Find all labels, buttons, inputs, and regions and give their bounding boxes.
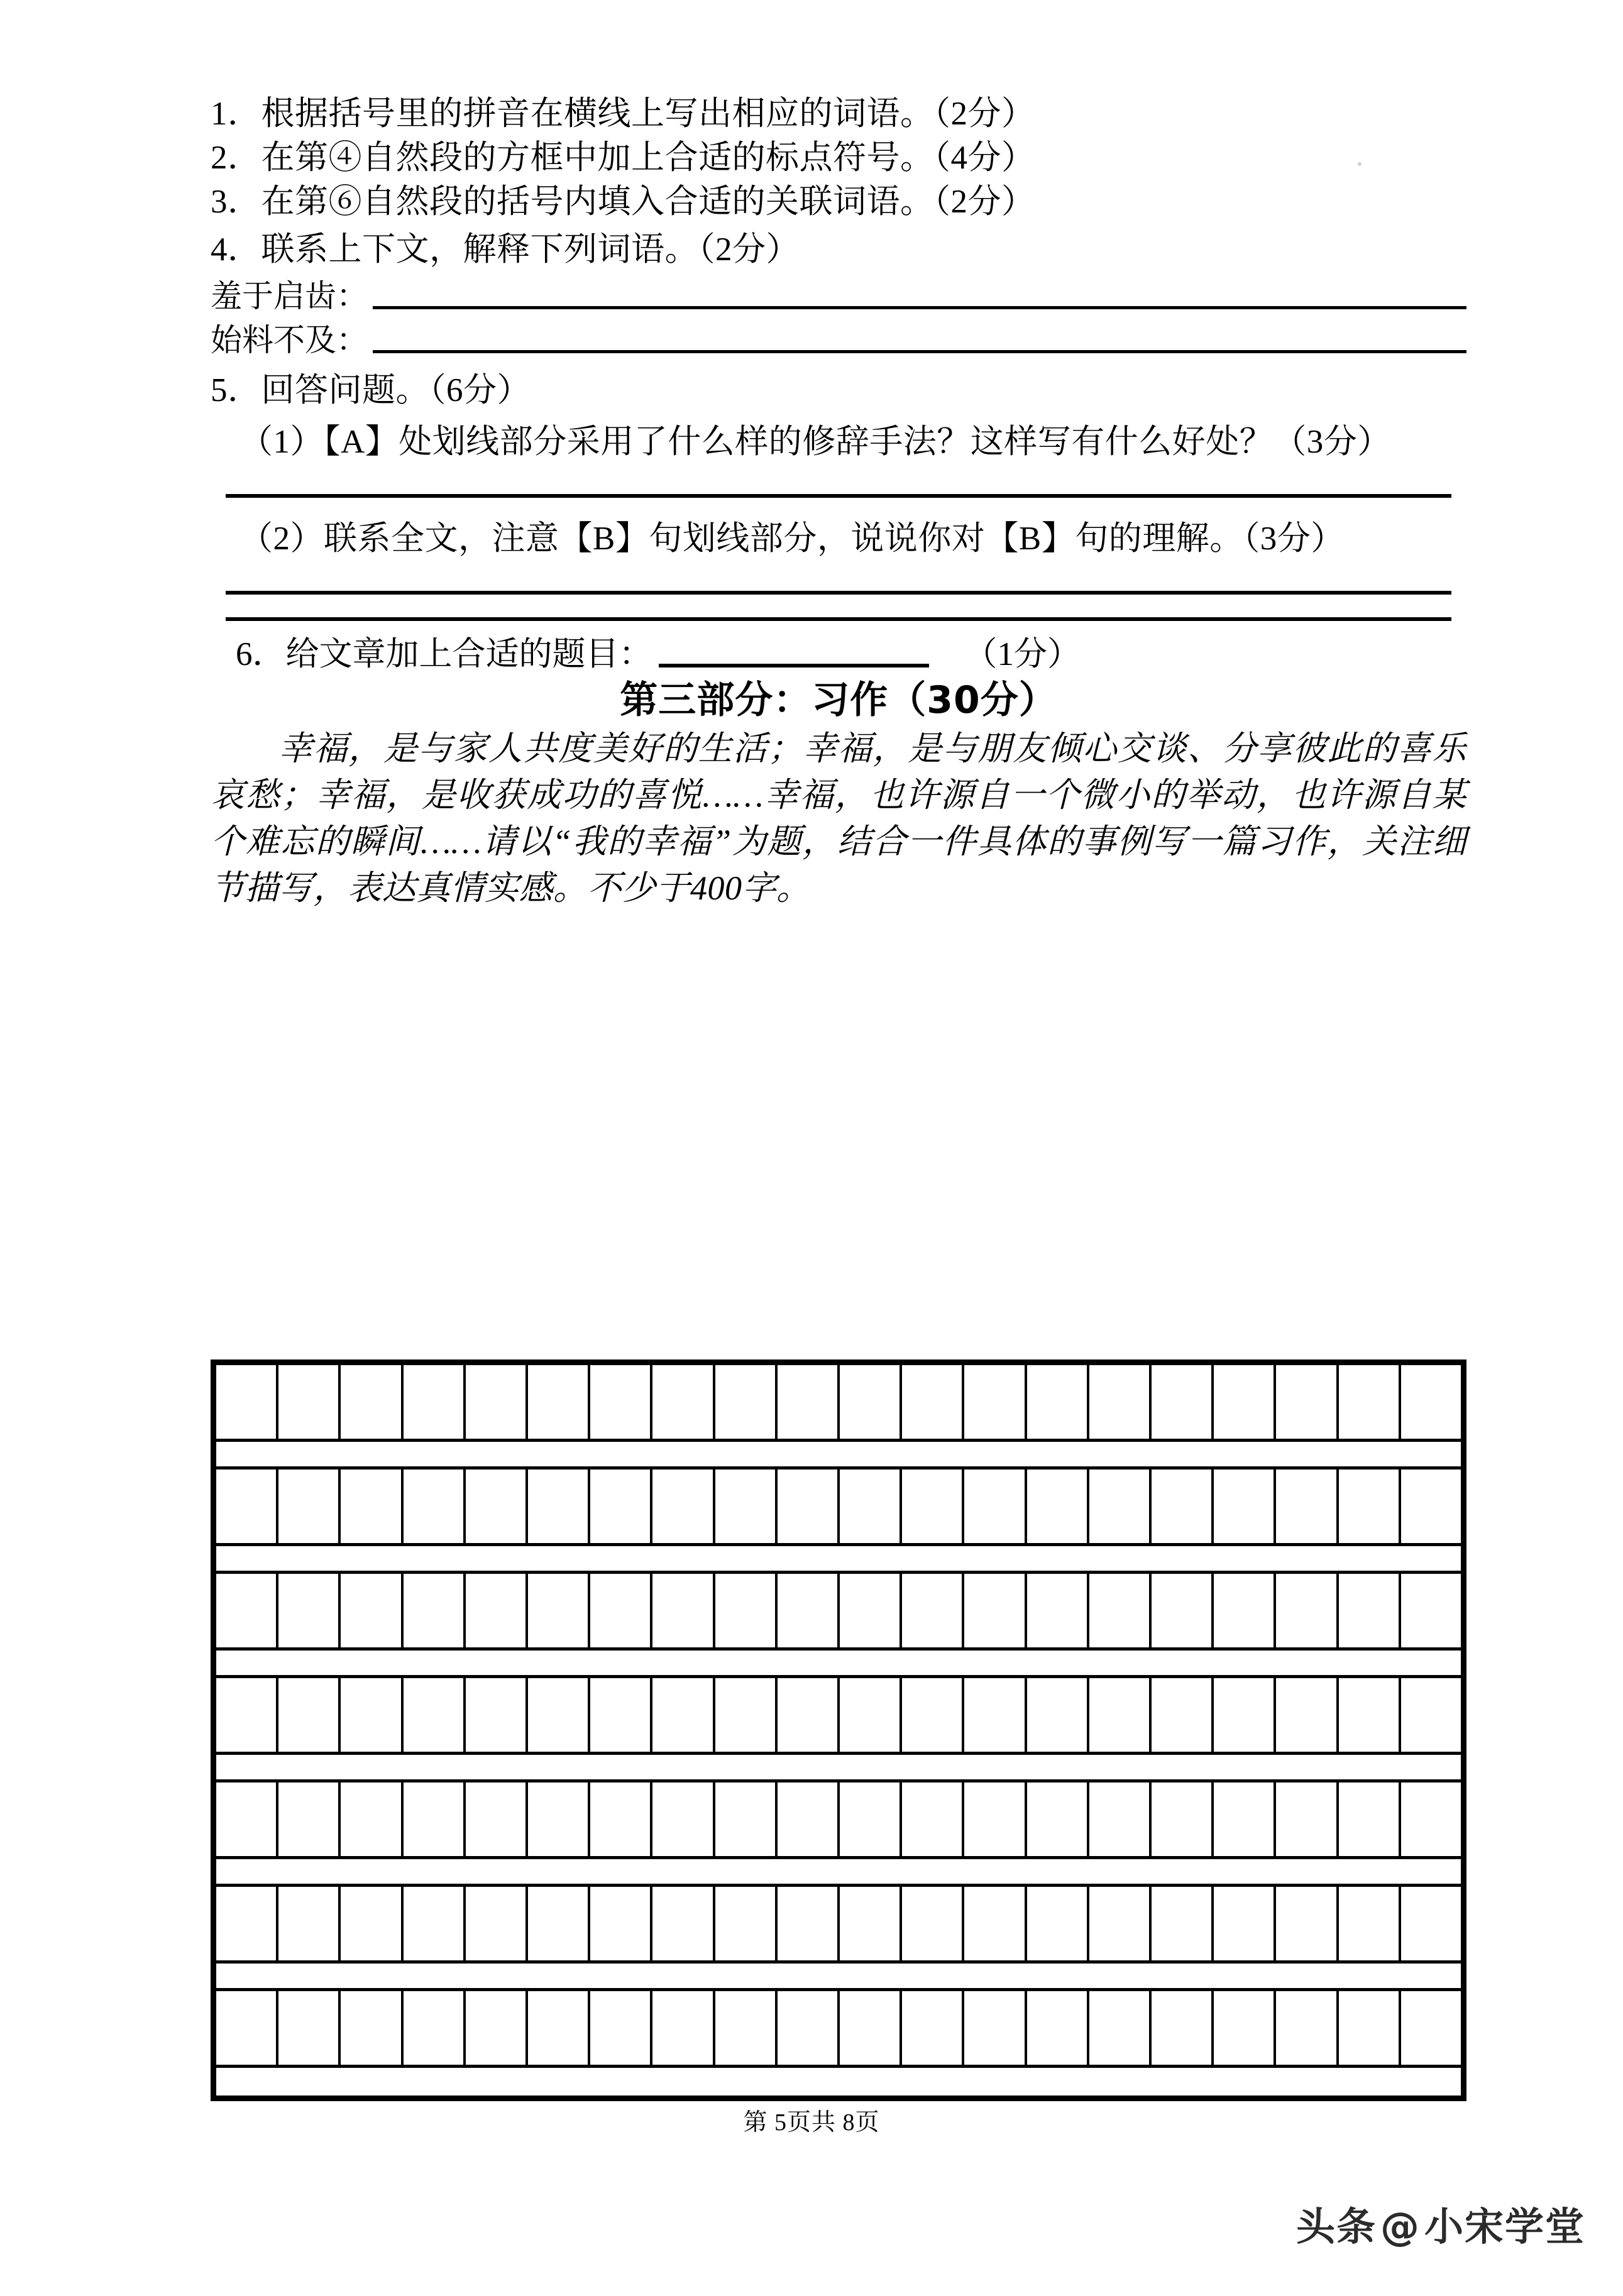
question-1: 1．根据括号里的拼音在横线上写出相应的词语。（2分） bbox=[211, 96, 1035, 132]
writing-grid-cell[interactable] bbox=[840, 1469, 902, 1543]
writing-grid-gap bbox=[216, 1651, 1461, 1678]
writing-grid-cell[interactable] bbox=[404, 1469, 466, 1543]
writing-grid-cell[interactable] bbox=[466, 1469, 528, 1543]
writing-grid-cell[interactable] bbox=[715, 1678, 778, 1752]
writing-grid-cell[interactable] bbox=[1027, 1469, 1089, 1543]
writing-grid-cell[interactable] bbox=[590, 1991, 652, 2065]
writing-grid-cell[interactable] bbox=[341, 1991, 403, 2065]
writing-grid-cell[interactable] bbox=[590, 1782, 652, 1856]
writing-grid-cell[interactable] bbox=[1214, 1469, 1276, 1543]
writing-grid-cell[interactable] bbox=[1152, 1365, 1214, 1439]
writing-grid-cell[interactable] bbox=[1339, 1782, 1401, 1856]
writing-grid-cell[interactable] bbox=[715, 1469, 778, 1543]
writing-grid-cell[interactable] bbox=[1339, 1991, 1401, 2065]
page-content bbox=[211, 94, 1466, 911]
question-5-sub-2: （2）联系全文，注意【B】句划线部分，说说你对【B】句的理解。（3分） bbox=[239, 520, 1345, 557]
writing-grid-cell[interactable] bbox=[466, 1782, 528, 1856]
writing-grid-cell[interactable] bbox=[1214, 1887, 1276, 1960]
writing-grid-cell[interactable] bbox=[278, 1574, 341, 1647]
writing-grid-cell[interactable] bbox=[466, 1678, 528, 1752]
writing-grid-row[interactable] bbox=[216, 1678, 1461, 1755]
writing-grid-cell[interactable] bbox=[652, 1782, 715, 1856]
writing-grid-cell[interactable] bbox=[652, 1365, 715, 1439]
writing-grid-cell[interactable] bbox=[278, 1991, 341, 2065]
writing-grid-cell[interactable] bbox=[404, 1574, 466, 1647]
spacer bbox=[211, 410, 1466, 419]
writing-grid-cell[interactable] bbox=[216, 1887, 278, 1960]
writing-grid-cell[interactable] bbox=[964, 1678, 1026, 1752]
writing-grid-cell[interactable] bbox=[715, 1991, 778, 2065]
writing-grid-cell[interactable] bbox=[1276, 1782, 1338, 1856]
writing-grid-cell[interactable] bbox=[1027, 1678, 1089, 1752]
writing-grid-cell[interactable] bbox=[1214, 1991, 1276, 2065]
writing-grid-cell[interactable] bbox=[1089, 1782, 1152, 1856]
writing-grid-cell[interactable] bbox=[1152, 1782, 1214, 1856]
writing-grid-cell[interactable] bbox=[652, 1574, 715, 1647]
writing-grid-cell[interactable] bbox=[466, 1574, 528, 1647]
writing-grid-gap bbox=[216, 1964, 1461, 1991]
question-3: 3．在第⑥自然段的括号内填入合适的关联词语。（2分） bbox=[211, 184, 1035, 220]
writing-grid-row[interactable] bbox=[216, 1782, 1461, 1859]
watermark-brand: 头条 bbox=[1296, 2204, 1377, 2249]
writing-grid-cell[interactable] bbox=[404, 1991, 466, 2065]
writing-grid-cell[interactable] bbox=[902, 1887, 964, 1960]
q4-answer-line-1[interactable] bbox=[373, 306, 1466, 309]
q4-term-label-1: 羞于启齿： bbox=[211, 278, 368, 314]
writing-grid-cell[interactable] bbox=[1089, 1991, 1152, 2065]
question-6 bbox=[211, 634, 1466, 675]
question-6-points: （1分） bbox=[964, 636, 1081, 673]
writing-grid-cell[interactable] bbox=[1401, 1678, 1461, 1752]
writing-grid-cell[interactable] bbox=[1339, 1574, 1401, 1647]
writing-grid-cell[interactable] bbox=[1276, 1991, 1338, 2065]
writing-grid-cell[interactable] bbox=[1401, 1365, 1461, 1439]
writing-grid-cell[interactable] bbox=[652, 1469, 715, 1543]
watermark-handle: 小宋学堂 bbox=[1424, 2204, 1585, 2249]
writing-grid-cell[interactable] bbox=[590, 1574, 652, 1647]
writing-grid-cell[interactable] bbox=[216, 1469, 278, 1543]
writing-grid-cell[interactable] bbox=[652, 1991, 715, 2065]
spacer bbox=[211, 562, 1466, 591]
writing-grid-cell[interactable] bbox=[341, 1365, 403, 1439]
writing-grid-cell[interactable] bbox=[404, 1887, 466, 1960]
writing-grid-cell[interactable] bbox=[1089, 1365, 1152, 1439]
writing-grid-cell[interactable] bbox=[278, 1887, 341, 1960]
writing-grid-cell[interactable] bbox=[1276, 1678, 1338, 1752]
writing-grid-cell[interactable] bbox=[341, 1469, 403, 1543]
writing-grid-cell[interactable] bbox=[528, 1678, 590, 1752]
writing-grid-cell[interactable] bbox=[964, 1365, 1026, 1439]
writing-grid-cell[interactable] bbox=[1401, 1574, 1461, 1647]
writing-grid-row[interactable] bbox=[216, 1469, 1461, 1546]
writing-grid-cell[interactable] bbox=[1027, 1991, 1089, 2065]
writing-grid-gap bbox=[216, 1546, 1461, 1574]
spacer bbox=[211, 621, 1466, 634]
q4-answer-line-2[interactable] bbox=[373, 350, 1466, 353]
writing-grid-cell[interactable] bbox=[1214, 1678, 1276, 1752]
writing-grid-cell[interactable] bbox=[1276, 1469, 1338, 1543]
writing-grid-cell[interactable] bbox=[652, 1887, 715, 1960]
writing-grid-cell[interactable] bbox=[1214, 1782, 1276, 1856]
writing-grid-cell[interactable] bbox=[1276, 1887, 1338, 1960]
writing-grid-cell[interactable] bbox=[840, 1887, 902, 1960]
writing-grid-cell[interactable] bbox=[216, 1991, 278, 2065]
writing-grid-cell[interactable] bbox=[278, 1782, 341, 1856]
writing-grid-cell[interactable] bbox=[715, 1782, 778, 1856]
writing-grid-row[interactable] bbox=[216, 1365, 1461, 1442]
writing-grid[interactable] bbox=[211, 1359, 1466, 2101]
writing-grid-cell[interactable] bbox=[404, 1678, 466, 1752]
writing-grid-cell[interactable] bbox=[1152, 1469, 1214, 1543]
writing-grid-cell[interactable] bbox=[341, 1574, 403, 1647]
writing-grid-cell[interactable] bbox=[466, 1887, 528, 1960]
writing-grid-cell[interactable] bbox=[278, 1678, 341, 1752]
writing-grid-cell[interactable] bbox=[466, 1365, 528, 1439]
spacer bbox=[211, 269, 1466, 274]
writing-grid-cell[interactable] bbox=[840, 1782, 902, 1856]
writing-grid-cell[interactable] bbox=[278, 1469, 341, 1543]
writing-grid-cell[interactable] bbox=[1401, 1887, 1461, 1960]
writing-grid-cell[interactable] bbox=[1152, 1887, 1214, 1960]
writing-grid-gap bbox=[216, 1755, 1461, 1782]
writing-grid-cell[interactable] bbox=[1214, 1574, 1276, 1647]
writing-grid-cell[interactable] bbox=[964, 1782, 1026, 1856]
writing-grid-cell[interactable] bbox=[1089, 1887, 1152, 1960]
question-5-sub-1: （1）【A】处划线部分采用了什么样的修辞手法？这样写有什么好处？（3分） bbox=[239, 424, 1391, 460]
writing-grid-cell[interactable] bbox=[1152, 1574, 1214, 1647]
writing-grid-cell[interactable] bbox=[341, 1678, 403, 1752]
writing-grid-cell[interactable] bbox=[1089, 1678, 1152, 1752]
question-5-stem: 5．回答问题。（6分） bbox=[211, 372, 531, 409]
writing-grid-cell[interactable] bbox=[216, 1574, 278, 1647]
writing-grid-cell[interactable] bbox=[1276, 1365, 1338, 1439]
writing-grid-cell[interactable] bbox=[341, 1782, 403, 1856]
writing-grid-cell[interactable] bbox=[778, 1991, 840, 2065]
writing-grid-cell[interactable] bbox=[652, 1678, 715, 1752]
writing-grid-cell[interactable] bbox=[216, 1365, 278, 1439]
writing-grid-cell[interactable] bbox=[1152, 1678, 1214, 1752]
writing-grid-cell[interactable] bbox=[902, 1365, 964, 1439]
writing-grid-cell[interactable] bbox=[404, 1365, 466, 1439]
spacer bbox=[211, 133, 1466, 138]
writing-grid-cell[interactable] bbox=[590, 1678, 652, 1752]
writing-grid-cell[interactable] bbox=[840, 1365, 902, 1439]
writing-grid-cell[interactable] bbox=[590, 1365, 652, 1439]
writing-grid-cell[interactable] bbox=[964, 1469, 1026, 1543]
writing-grid-gap bbox=[216, 2068, 1461, 2096]
question-6-prefix: 6．给文章加上合适的题目： bbox=[236, 636, 652, 673]
writing-grid-cell[interactable] bbox=[528, 1887, 590, 1960]
question-4: 4．联系上下文，解释下列词语。（2分） bbox=[211, 231, 800, 268]
writing-grid-cell[interactable] bbox=[840, 1991, 902, 2065]
writing-grid-cell[interactable] bbox=[404, 1782, 466, 1856]
writing-grid-cell[interactable] bbox=[216, 1678, 278, 1752]
writing-grid-cell[interactable] bbox=[341, 1887, 403, 1960]
writing-grid-cell[interactable] bbox=[1401, 1782, 1461, 1856]
writing-grid-cell[interactable] bbox=[1027, 1365, 1089, 1439]
writing-grid-cell[interactable] bbox=[715, 1887, 778, 1960]
writing-grid-cell[interactable] bbox=[902, 1991, 964, 2065]
writing-grid-cell[interactable] bbox=[1027, 1782, 1089, 1856]
writing-grid-cell[interactable] bbox=[964, 1991, 1026, 2065]
writing-grid-cell[interactable] bbox=[902, 1782, 964, 1856]
section-heading-part-three: 第三部分：习作（30分） bbox=[620, 678, 1057, 722]
page-footer: 第 5页共 8页 bbox=[743, 2109, 880, 2136]
writing-grid-cell[interactable] bbox=[1152, 1991, 1214, 2065]
writing-grid-gap bbox=[216, 1442, 1461, 1469]
spacer bbox=[211, 177, 1466, 182]
q4-term-label-2: 始料不及： bbox=[211, 322, 368, 358]
writing-grid-cell[interactable] bbox=[1339, 1365, 1401, 1439]
writing-grid-cell[interactable] bbox=[778, 1574, 840, 1647]
writing-grid-row[interactable] bbox=[216, 1574, 1461, 1651]
writing-grid-cell[interactable] bbox=[1089, 1574, 1152, 1647]
writing-grid-cell[interactable] bbox=[1401, 1991, 1461, 2065]
writing-grid-cell[interactable] bbox=[590, 1887, 652, 1960]
writing-grid-cell[interactable] bbox=[1214, 1365, 1276, 1439]
writing-grid-cell[interactable] bbox=[778, 1887, 840, 1960]
essay-prompt: 幸福，是与家人共度美好的生活；幸福，是与朋友倾心交谈、分享彼此的喜乐哀愁；幸福，是收获成功的喜悦……幸福，也许源自一个微小的举动，也许源自某个难忘的瞬间……请以“我的幸福”为题，结合一件具体的事例写一篇习作，关注细节描写，表达真情实感。不少于400字。 bbox=[211, 730, 1466, 907]
writing-grid-cell[interactable] bbox=[1089, 1469, 1152, 1543]
spacer bbox=[211, 221, 1466, 230]
spacer bbox=[211, 595, 1466, 617]
writing-grid-cell[interactable] bbox=[778, 1365, 840, 1439]
writing-grid-cell[interactable] bbox=[1339, 1469, 1401, 1543]
writing-grid-row[interactable] bbox=[216, 1887, 1461, 1964]
writing-grid-cell[interactable] bbox=[528, 1782, 590, 1856]
writing-grid-cell[interactable] bbox=[1027, 1574, 1089, 1647]
question-2: 2．在第④自然段的方框中加上合适的标点符号。（4分） bbox=[211, 140, 1035, 176]
writing-grid-cell[interactable] bbox=[964, 1574, 1026, 1647]
writing-grid-cell[interactable] bbox=[528, 1991, 590, 2065]
writing-grid-gap bbox=[216, 1859, 1461, 1887]
spacer bbox=[211, 465, 1466, 494]
writing-grid-cell[interactable] bbox=[840, 1574, 902, 1647]
writing-grid-cell[interactable] bbox=[590, 1469, 652, 1543]
q4-term-row-2 bbox=[211, 318, 1466, 362]
writing-grid-cell[interactable] bbox=[964, 1887, 1026, 1960]
watermark bbox=[1296, 2203, 1585, 2251]
writing-grid-row[interactable] bbox=[216, 1991, 1461, 2068]
writing-grid-cell[interactable] bbox=[902, 1678, 964, 1752]
writing-grid-cell[interactable] bbox=[1401, 1469, 1461, 1543]
writing-grid-cell[interactable] bbox=[1027, 1887, 1089, 1960]
writing-grid-cell[interactable] bbox=[1339, 1678, 1401, 1752]
writing-grid-cell[interactable] bbox=[715, 1365, 778, 1439]
writing-grid-cell[interactable] bbox=[528, 1469, 590, 1543]
writing-grid-cell[interactable] bbox=[902, 1469, 964, 1543]
writing-grid-cell[interactable] bbox=[778, 1469, 840, 1543]
writing-grid-cell[interactable] bbox=[902, 1574, 964, 1647]
writing-grid-cell[interactable] bbox=[528, 1365, 590, 1439]
writing-grid-cell[interactable] bbox=[216, 1782, 278, 1856]
watermark-at-symbol: @ bbox=[1380, 2204, 1421, 2249]
writing-grid-cell[interactable] bbox=[1339, 1887, 1401, 1960]
writing-grid-cell[interactable] bbox=[466, 1991, 528, 2065]
writing-grid-cell[interactable] bbox=[1276, 1574, 1338, 1647]
writing-grid-cell[interactable] bbox=[840, 1678, 902, 1752]
spacer bbox=[211, 362, 1466, 371]
writing-grid-cell[interactable] bbox=[278, 1365, 341, 1439]
spacer bbox=[211, 498, 1466, 515]
question-6-blank[interactable] bbox=[659, 664, 929, 667]
writing-grid-cell[interactable] bbox=[778, 1782, 840, 1856]
writing-grid-cell[interactable] bbox=[778, 1678, 840, 1752]
writing-grid-cell[interactable] bbox=[528, 1574, 590, 1647]
writing-grid-cell[interactable] bbox=[715, 1574, 778, 1647]
q4-term-row-1 bbox=[211, 274, 1466, 318]
